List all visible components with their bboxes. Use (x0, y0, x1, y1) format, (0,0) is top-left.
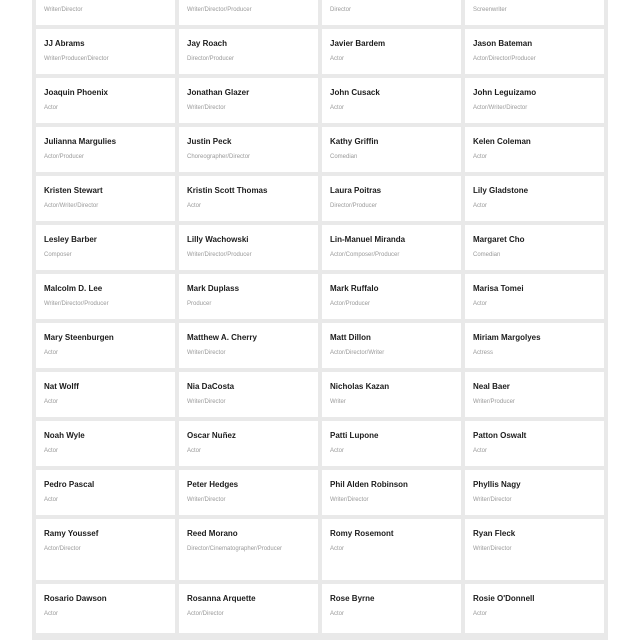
person-name[interactable]: Matt Dillon (330, 333, 371, 342)
person-card[interactable] (179, 0, 318, 25)
person-role: Actor/Composer/Producer (330, 252, 400, 258)
person-role: Writer/Director (44, 7, 83, 13)
person-role: Writer/Director (330, 497, 369, 503)
person-card[interactable] (465, 0, 604, 25)
person-role: Actor/Director (44, 546, 81, 552)
person-name[interactable]: Jonathan Glazer (187, 88, 250, 97)
person-card[interactable] (179, 274, 318, 319)
person-role: Director/Cinematographer/Producer (187, 546, 283, 552)
person-card[interactable] (179, 519, 318, 580)
person-card[interactable] (465, 176, 604, 221)
person-role: Actor/Writer/Director (44, 203, 99, 209)
person-name[interactable]: Mark Ruffalo (330, 284, 379, 293)
person-card[interactable] (36, 29, 175, 74)
person-name[interactable]: Miriam Margolyes (473, 333, 541, 342)
person-card[interactable] (36, 584, 175, 633)
person-name[interactable]: Marisa Tomei (473, 284, 524, 293)
person-name[interactable]: Romy Rosemont (330, 529, 394, 538)
person-role: Actor (44, 497, 59, 503)
person-name[interactable]: Mary Steenburgen (44, 333, 114, 342)
person-role: Actor (473, 203, 488, 209)
person-name[interactable]: Lilly Wachowski (187, 235, 249, 244)
person-name[interactable]: Pedro Pascal (44, 480, 95, 489)
person-card[interactable] (179, 372, 318, 417)
person-name[interactable]: Mark Duplass (187, 284, 240, 293)
person-card[interactable] (322, 274, 461, 319)
person-name[interactable]: Phyllis Nagy (473, 480, 521, 489)
person-card[interactable] (322, 78, 461, 123)
person-card[interactable] (322, 176, 461, 221)
person-name[interactable]: Patton Oswalt (473, 431, 527, 440)
person-role: Actor (330, 56, 345, 62)
people-grid-container (32, 0, 608, 640)
person-card[interactable] (179, 78, 318, 123)
person-card[interactable] (322, 470, 461, 515)
person-card[interactable] (322, 323, 461, 368)
person-name[interactable]: Peter Hedges (187, 480, 239, 489)
person-card[interactable] (465, 470, 604, 515)
person-name[interactable]: Neal Baer (473, 382, 510, 391)
person-name[interactable]: Reed Morano (187, 529, 238, 538)
person-name[interactable]: Ryan Fleck (473, 529, 516, 538)
person-card[interactable] (322, 225, 461, 270)
person-card[interactable] (36, 372, 175, 417)
person-role: Actor/Writer/Director (473, 105, 528, 111)
person-card[interactable] (179, 176, 318, 221)
person-card[interactable] (179, 470, 318, 515)
person-card[interactable] (36, 127, 175, 172)
person-name[interactable]: Javier Bardem (330, 39, 386, 48)
person-role: Director/Producer (330, 203, 378, 209)
person-name[interactable]: Margaret Cho (473, 235, 525, 244)
person-role: Actor (44, 611, 59, 617)
person-role: Writer/Director (473, 546, 512, 552)
person-role: Writer/Director (187, 105, 226, 111)
person-name[interactable]: JJ Abrams (44, 39, 85, 48)
person-name[interactable]: Malcolm D. Lee (44, 284, 103, 293)
person-name[interactable]: Phil Alden Robinson (330, 480, 408, 489)
person-role: Actor/Producer (330, 301, 371, 307)
person-card[interactable] (179, 323, 318, 368)
person-name[interactable]: Jay Roach (187, 39, 228, 48)
person-role: Choreographer/Director (187, 154, 251, 160)
person-role: Actor (473, 448, 488, 454)
person-name[interactable]: Oscar Nuñez (187, 431, 236, 440)
person-name[interactable]: Ramy Youssef (44, 529, 99, 538)
person-role: Actor/Producer (44, 154, 85, 160)
person-name[interactable]: Rose Byrne (330, 594, 375, 603)
person-role: Screenwriter (473, 7, 507, 13)
person-card[interactable] (36, 323, 175, 368)
person-name[interactable]: Matthew A. Cherry (187, 333, 257, 342)
person-name[interactable]: Lesley Barber (44, 235, 97, 244)
person-role: Actor/Director/Writer (330, 350, 385, 356)
person-card[interactable] (36, 470, 175, 515)
person-name[interactable]: Nia DaCosta (187, 382, 235, 391)
person-name[interactable]: Rosie O'Donnell (473, 594, 535, 603)
person-name[interactable]: Justin Peck (187, 137, 232, 146)
person-role: Director/Producer (187, 56, 235, 62)
person-role: Actor (187, 203, 202, 209)
person-name[interactable]: Jason Bateman (473, 39, 533, 48)
person-card[interactable] (179, 421, 318, 466)
person-name[interactable]: Kathy Griffin (330, 137, 379, 146)
person-role: Comedian (330, 154, 358, 160)
person-name[interactable]: Patti Lupone (330, 431, 379, 440)
person-role: Actor/Director (187, 611, 224, 617)
person-role: Comedian (473, 252, 501, 258)
person-role: Actor/Director/Producer (473, 56, 536, 62)
person-role: Producer (187, 301, 212, 307)
person-card[interactable] (465, 421, 604, 466)
person-card[interactable] (322, 519, 461, 580)
person-role: Actor (473, 154, 488, 160)
person-card[interactable] (36, 519, 175, 580)
person-card[interactable] (322, 584, 461, 633)
person-card[interactable] (179, 225, 318, 270)
person-role: Actor (473, 301, 488, 307)
person-card[interactable] (36, 225, 175, 270)
person-role: Writer/Producer/Director (44, 56, 109, 62)
person-role: Director (330, 7, 352, 13)
person-card[interactable] (465, 323, 604, 368)
person-name[interactable]: Noah Wyle (44, 431, 85, 440)
person-role: Writer/Director/Producer (187, 7, 252, 13)
person-role: Writer/Director (473, 497, 512, 503)
person-card[interactable] (322, 127, 461, 172)
person-card[interactable] (465, 274, 604, 319)
person-role: Actor (330, 105, 345, 111)
person-role: Composer (44, 252, 72, 258)
person-role: Actor (187, 448, 202, 454)
person-name[interactable]: Joaquin Phoenix (44, 88, 109, 97)
person-role: Writer/Producer (473, 399, 515, 405)
person-card[interactable] (179, 584, 318, 633)
person-name[interactable]: Lily Gladstone (473, 186, 529, 195)
person-card[interactable] (465, 78, 604, 123)
person-name[interactable]: Kristen Stewart (44, 186, 103, 195)
person-card[interactable] (36, 0, 175, 25)
person-name[interactable]: Lin-Manuel Miranda (330, 235, 406, 244)
person-name[interactable]: Kelen Coleman (473, 137, 531, 146)
person-role: Actress (473, 350, 494, 356)
person-name[interactable]: Laura Poitras (330, 186, 382, 195)
people-grid (36, 0, 604, 633)
person-card[interactable] (36, 78, 175, 123)
person-name[interactable]: John Leguizamo (473, 88, 537, 97)
person-card[interactable] (179, 127, 318, 172)
person-role: Actor (44, 105, 59, 111)
person-card[interactable] (465, 127, 604, 172)
person-name[interactable]: Julianna Margulies (44, 137, 117, 146)
person-role: Actor (330, 448, 345, 454)
person-name[interactable]: Rosario Dawson (44, 594, 107, 603)
person-card[interactable] (465, 225, 604, 270)
person-role: Actor (44, 399, 59, 405)
person-role: Writer/Director (187, 497, 226, 503)
person-card[interactable] (465, 29, 604, 74)
person-name[interactable]: Nat Wolff (44, 382, 79, 391)
person-name[interactable]: John Cusack (330, 88, 380, 97)
person-card[interactable] (465, 584, 604, 633)
person-card[interactable] (322, 372, 461, 417)
person-role: Actor (44, 448, 59, 454)
person-role: Writer/Director (187, 399, 226, 405)
person-card[interactable] (179, 29, 318, 74)
person-card[interactable] (36, 274, 175, 319)
person-card[interactable] (465, 519, 604, 580)
person-name[interactable]: Nicholas Kazan (330, 382, 390, 391)
person-role: Actor (473, 611, 488, 617)
person-name[interactable]: Kristin Scott Thomas (187, 186, 268, 195)
person-role: Writer/Director (187, 350, 226, 356)
person-role: Writer/Director/Producer (187, 252, 252, 258)
person-card[interactable] (322, 29, 461, 74)
person-card[interactable] (36, 421, 175, 466)
person-name[interactable]: Rosanna Arquette (187, 594, 256, 603)
person-card[interactable] (322, 0, 461, 25)
person-role: Writer (330, 399, 346, 405)
person-card[interactable] (322, 421, 461, 466)
person-card[interactable] (465, 372, 604, 417)
person-role: Writer/Director/Producer (44, 301, 109, 307)
person-role: Actor (330, 546, 345, 552)
person-card[interactable] (36, 176, 175, 221)
person-role: Actor (330, 611, 345, 617)
person-role: Actor (44, 350, 59, 356)
